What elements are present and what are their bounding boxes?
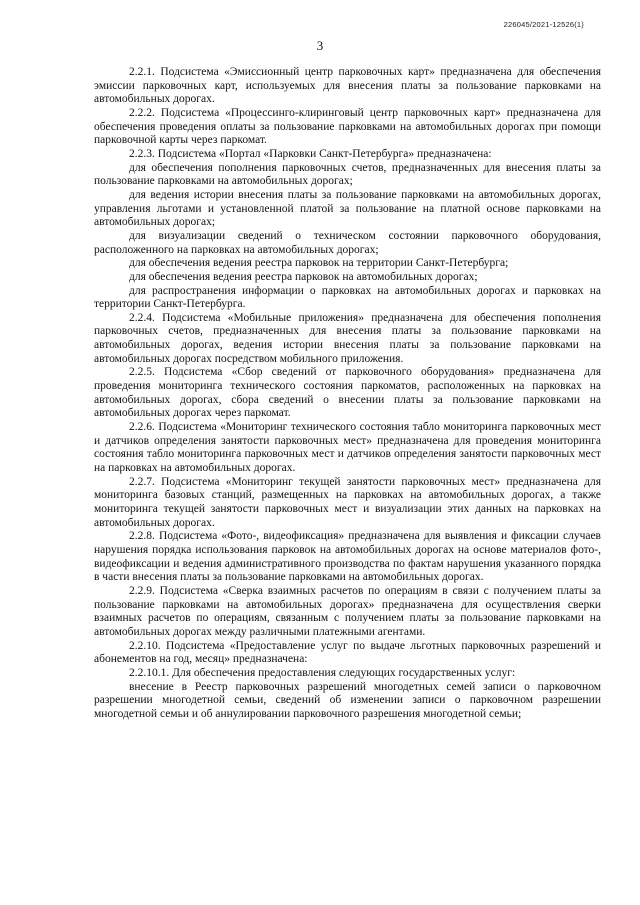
paragraph: 2.2.10. Подсистема «Предоставление услуг по выдаче льготных парковочных разрешений и абонементов на год, месяц» предназначена: xyxy=(94,639,601,666)
document-id: 226045/2021-12526(1) xyxy=(503,20,584,29)
paragraph: 2.2.5. Подсистема «Сбор сведений от парковочного оборудования» предназначена для проведения мониторинга технического состояния паркоматов, расположенных на парковках на автомобильных дорогах, сбора сведений о внесении платы за пользование парковками на автомобильных дорогах через паркомат. xyxy=(94,366,601,420)
paragraph: 2.2.4. Подсистема «Мобильные приложения» предназначена для обеспечения пополнения парковочных счетов, предназначенных для внесения платы за пользование парковками на автомобильных дорогах, ведения истории внесения платы за пользование парковками на автомобильных дорогах посредством мобильного приложения. xyxy=(94,311,601,365)
paragraph: 2.2.6. Подсистема «Мониторинг технического состояния табло мониторинга парковочных мест и датчиков определения занятости парковочных мест» предназначена для проведения мониторинга состояния табло мониторинга парковочных мест и датчиков определения занятости парковочных мест на парковках на автомобильных дорогах. xyxy=(94,421,601,475)
paragraph: для распространения информации о парковках на автомобильных дорогах и парковках на территории Санкт-Петербурга. xyxy=(94,284,601,311)
paragraph: 2.2.9. Подсистема «Сверка взаимных расчетов по операциям в связи с получением платы за пользование парковками на автомобильных дорогах» предназначена для осуществления сверки взаимных расчетов по операциям, связанным с получением платы за пользование парковками на автомобильных дорогах между различными платежными агентами. xyxy=(94,584,601,638)
paragraph: для ведения истории внесения платы за пользование парковками на автомобильных дорогах, управления льготами и установленной платой за пользование на платной основе парковками на автомобильных дорогах; xyxy=(94,188,601,229)
paragraph: внесение в Реестр парковочных разрешений многодетных семей записи о парковочном разрешении многодетной семьи, сведений об изменении записи о парковочном разрешении многодетной семьи и об аннулировании парковочного разрешения многодетной семьи; xyxy=(94,680,601,720)
paragraph: 2.2.7. Подсистема «Мониторинг текущей занятости парковочных мест» предназначена для мониторинга базовых станций, размещенных на парковках на автомобильных дорогах, а также мониторинга текущей занятости парковочных мест и визуализации этих данных на парковках на автомобильных дорогах. xyxy=(94,475,601,529)
paragraph: для визуализации сведений о техническом состоянии парковочного оборудования, расположенного на парковках на автомобильных дорогах; xyxy=(94,229,601,256)
page-number: 3 xyxy=(316,38,324,53)
paragraph: 2.2.3. Подсистема «Портал «Парковки Санкт-Петербурга» предназначена: xyxy=(129,147,492,160)
paragraph: 2.2.8. Подсистема «Фото-, видеофиксация» предназначена для выявления и фиксации случаев нарушения порядка использования парковок на автомобильных дорогах на основе материалов фото-, видеофиксации и ведения административного производства по фактам нарушения указанного порядка в части внесения платы за пользование парковками на автомобильных дорогах. xyxy=(94,530,601,584)
paragraph: 2.2.10.1. Для обеспечения предоставления следующих государственных услуг: xyxy=(129,666,516,679)
paragraph: для обеспечения ведения реестра парковок на территории Санкт-Петербурга; xyxy=(129,257,509,270)
paragraph: для обеспечения ведения реестра парковок на автомобильных дорогах; xyxy=(129,270,478,283)
paragraph: 2.2.2. Подсистема «Процессинго-клиринговый центр парковочных карт» предназначена для обеспечения проведения оплаты за пользование парковками на автомобильных дорогах при помощи парковочной карты через паркомат. xyxy=(94,106,601,147)
paragraph: 2.2.1. Подсистема «Эмиссионный центр парковочных карт» предназначена для обеспечения эмиссии парковочных карт, используемых для внесения платы за пользование парковками на автомобильных дорогах. xyxy=(94,66,601,106)
document-body xyxy=(94,66,601,722)
paragraph: для обеспечения пополнения парковочных счетов, предназначенных для внесения платы за пользование парковками на автомобильных дорогах; xyxy=(94,161,601,188)
